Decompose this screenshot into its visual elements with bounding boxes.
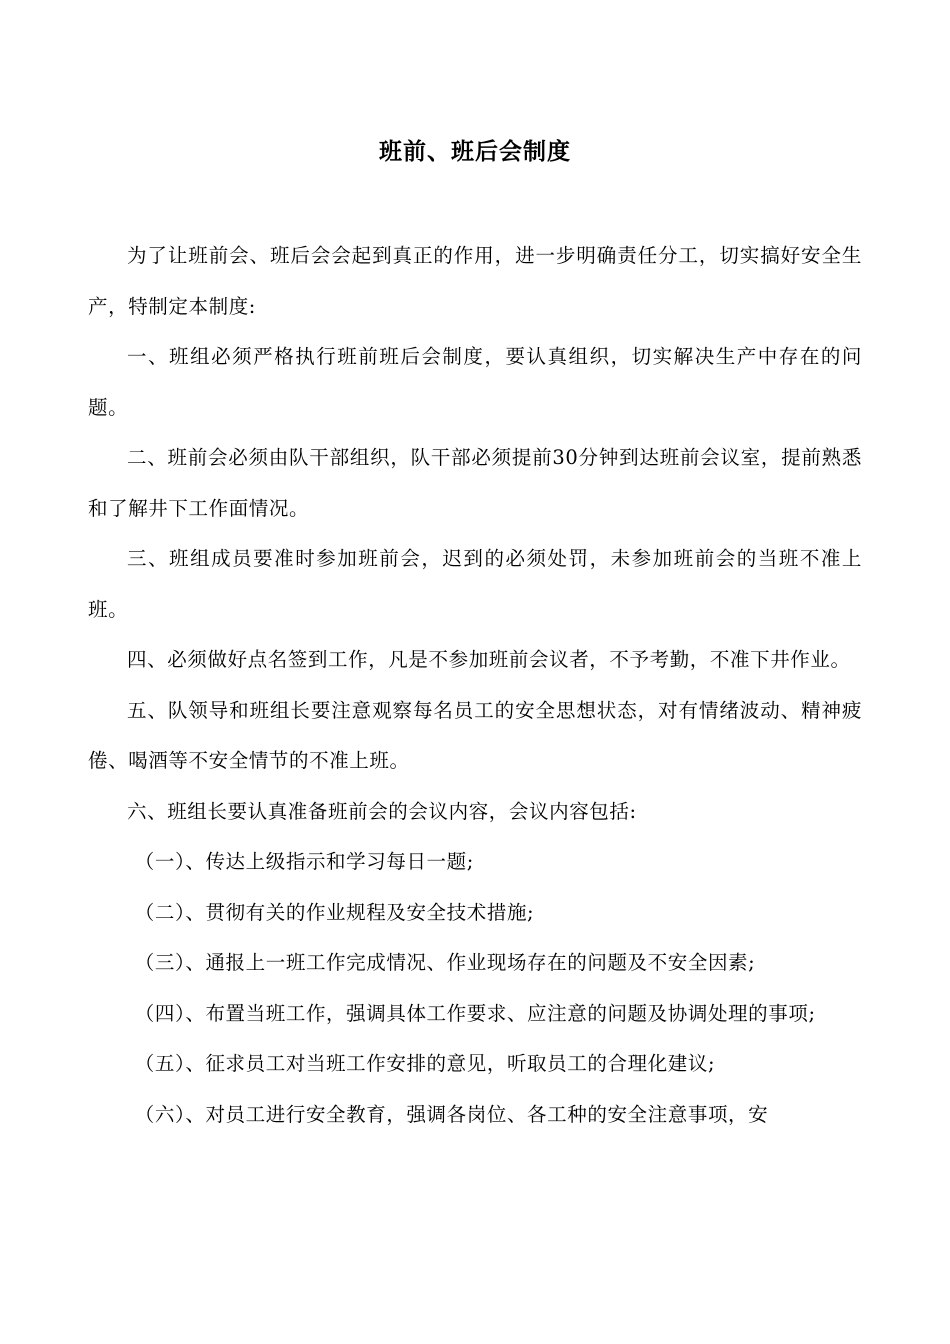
rule-4: 四、必须做好点名签到工作，凡是不参加班前会议者，不予考勤，不准下井作业。 (127, 648, 851, 671)
meeting-item-2: （二）、贯彻有关的作业规程及安全技术措施; (134, 900, 535, 924)
intro-paragraph: 为了让班前会、班后会会起到真正的作用，进一步明确责任分工，切实搞好安全生产，特制定本制度: (88, 244, 862, 318)
rule-1: 一、班组必须严格执行班前班后会制度，要认真组织，切实解决生产中存在的问题。 (88, 345, 862, 419)
rule-6: 六、班组长要认真准备班前会的会议内容，会议内容包括: (127, 799, 637, 823)
meeting-item-3: （三）、通报上一班工作完成情况、作业现场存在的问题及不安全因素; (134, 951, 756, 974)
document-title: 班前、班后会制度 (379, 138, 571, 165)
meeting-item-6: （六）、对员工进行安全教育，强调各岗位、各工种的安全注意事项，安 (134, 1102, 769, 1126)
meeting-item-1: （一）、传达上级指示和学习每日一题; (134, 850, 474, 873)
rule-5: 五、队领导和班组长要注意观察每名员工的安全思想状态，对有情绪波动、精神疲倦、喝酒等不安全情节的不准上班。 (88, 698, 862, 772)
rule-3: 三、班组成员要准时参加班前会，迟到的必须处罚，未参加班前会的当班不准上班。 (88, 547, 862, 621)
document-body (88, 231, 862, 1140)
meeting-item-5: （五）、征求员工对当班工作安排的意见，听取员工的合理化建议; (134, 1052, 716, 1075)
rule-2: 二、班前会必须由队干部组织，队干部必须提前30分钟到达班前会议室，提前熟悉和了解井下工作面情况。 (88, 446, 862, 520)
meeting-item-4: （四）、布置当班工作，强调具体工作要求、应注意的问题及协调处理的事项; (134, 1001, 816, 1025)
